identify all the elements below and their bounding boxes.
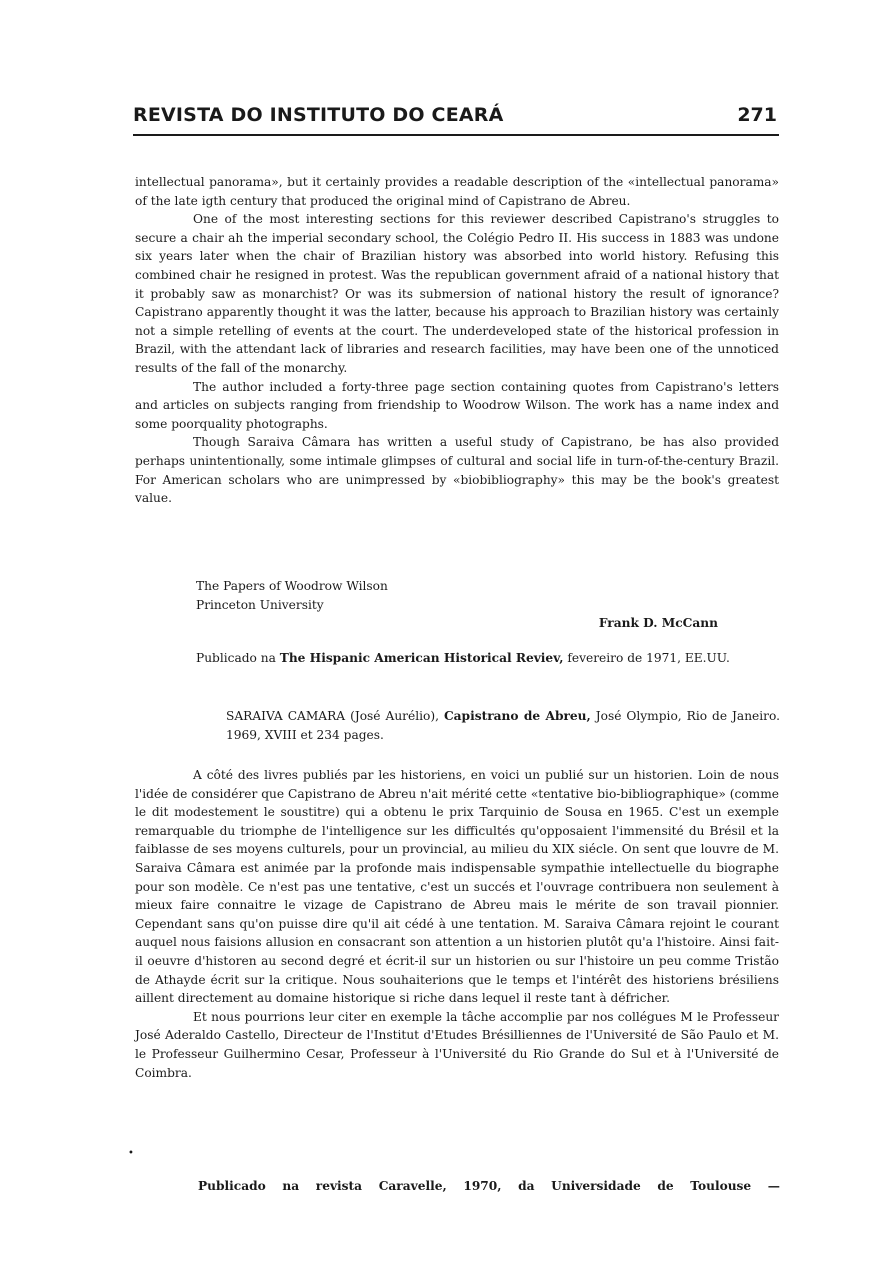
book-reference <box>226 707 780 744</box>
reviewer-address <box>196 577 596 614</box>
reference-details: José Olympio, Rio de Janeiro. 1969, XVIII et 234 pages. <box>226 709 780 742</box>
publication-suffix: 1970, da Universidade de Toulouse — <box>446 1179 780 1193</box>
reference-title: Capistrano de Abreu, <box>443 709 591 723</box>
address-line: The Papers of Woodrow Wilson <box>196 579 388 593</box>
margin-mark: • <box>128 1148 134 1159</box>
address-line: Princeton University <box>196 597 324 612</box>
publication-prefix: Publicado na <box>196 651 280 665</box>
publication-journal: Caravelle, <box>378 1179 447 1193</box>
paragraph: A côté des livres publiés par les historiens, en voici un publié sur un historien. Loin de nous l'idée de considérer que Capistrano de Abreu n'ait mérité cette «tentative bio-bibliographique» (comme le dit modestement le soustitre) qui a obtenu le prix Tarquinio de Sousa en 1965. C'est un exemple remarquable du triomphe de l'intelligence sur les difficultés qu'opposaient l'immensité du Brésil et la faiblasse de ses moyens culturels, pour un provincial, au milieu du XIX siécle. On sent que louvre de M. Saraiva Câmara est animée par la profonde mais indispensable sympathie intellectuelle du biographe pour son modèle. Ce n'est pas une tentative, c'est un succés et l'ouvrage contribuera non seulement à mieux faire connaitre le vizage de Capistrano de Abreu mais le mérite de son travail pionnier. Cependant sans qu'on puisse dire qu'il ait cédé à une tentation. M. Saraiva Câmara rejoint le courant auquel nous faisions allusion en consacrant son attention a un historien plutôt qu'a l'histoire. Ainsi fait-il oeuvre d'historen au second degré et écrit-il sur un historien ou sur l'histoire un peu comme Tristão de Athayde écrit sur la critique. Nous souhaiterions que le temps et l'intérêt des historiens brésiliens aillent directement au domaine historique si riche dans lequel il reste tant à défricher. <box>135 768 779 1006</box>
paragraph: The author included a forty-three page section containing quotes from Capistrano's letters and articles on subjects ranging from friendship to Woodrow Wilson. The work has a name index and some poorquality photographs. <box>135 379 779 431</box>
publication-suffix: fevereiro de 1971, EE.UU. <box>563 651 730 665</box>
publication-prefix: Publicado na revista <box>198 1179 379 1193</box>
publication-note <box>198 1177 780 1196</box>
review-english <box>135 173 779 508</box>
paragraph: Though Saraiva Câmara has written a useful study of Capistrano, be has also provided perhaps unintentionally, some intimale glimpses of cultural and social life in turn-of-the-century Brazil. For American scholars who are unimpressed by «biobibliography» this may be the book's greatest value. <box>135 435 779 506</box>
page-number: 271 <box>737 104 777 126</box>
reference-author: SARAIVA CAMARA <box>226 709 346 723</box>
publication-journal: The Hispanic American Historical Reviev, <box>279 651 564 665</box>
paragraph: Et nous pourrions leur citer en exemple la tâche accomplie par nos collégues M le Professeur José Aderaldo Castello, Directeur de l'Institut d'Etudes Brésilliennes de l'Université de São Paulo et M. le Professeur Guilhermino Cesar, Professeur à l'Université du Rio Grande do Sul et à l'Université de Coimbra. <box>135 1009 779 1080</box>
reviewer-name: Frank D. McCann <box>598 616 718 630</box>
paragraph: One of the most interesting sections for this reviewer described Capistrano's struggles to secure a chair ah the imperial secondary school, the Colégio Pedro II. His success in 1883 was undone six years later when the chair of Brazilian history was absorbed into world history. Refusing this combined chair he resigned in protest. Was the republican government afraid of a national history that it probably saw as monarchist? Or was its submersion of national history the result of ignorance? Capistrano apparently thought it was the latter, because his approach to Brazilian history was certainly not a simple retelling of events at the court. The underdeveloped state of the historical profession in Brazil, with the attendant lack of libraries and research facilities, may have been one of the unnoticed results of the fall of the monarchy. <box>135 212 779 375</box>
page-header <box>133 104 779 136</box>
reference-author-given: (José Aurélio), <box>345 709 444 723</box>
review-french <box>135 766 779 1082</box>
journal-title: REVISTA DO INSTITUTO DO CEARÁ <box>133 104 504 126</box>
publication-note <box>196 649 780 668</box>
paragraph: intellectual panorama», but it certainly provides a readable description of the «intellectual panorama» of the late igth century that produced the original mind of Capistrano de Abreu. <box>135 175 779 208</box>
